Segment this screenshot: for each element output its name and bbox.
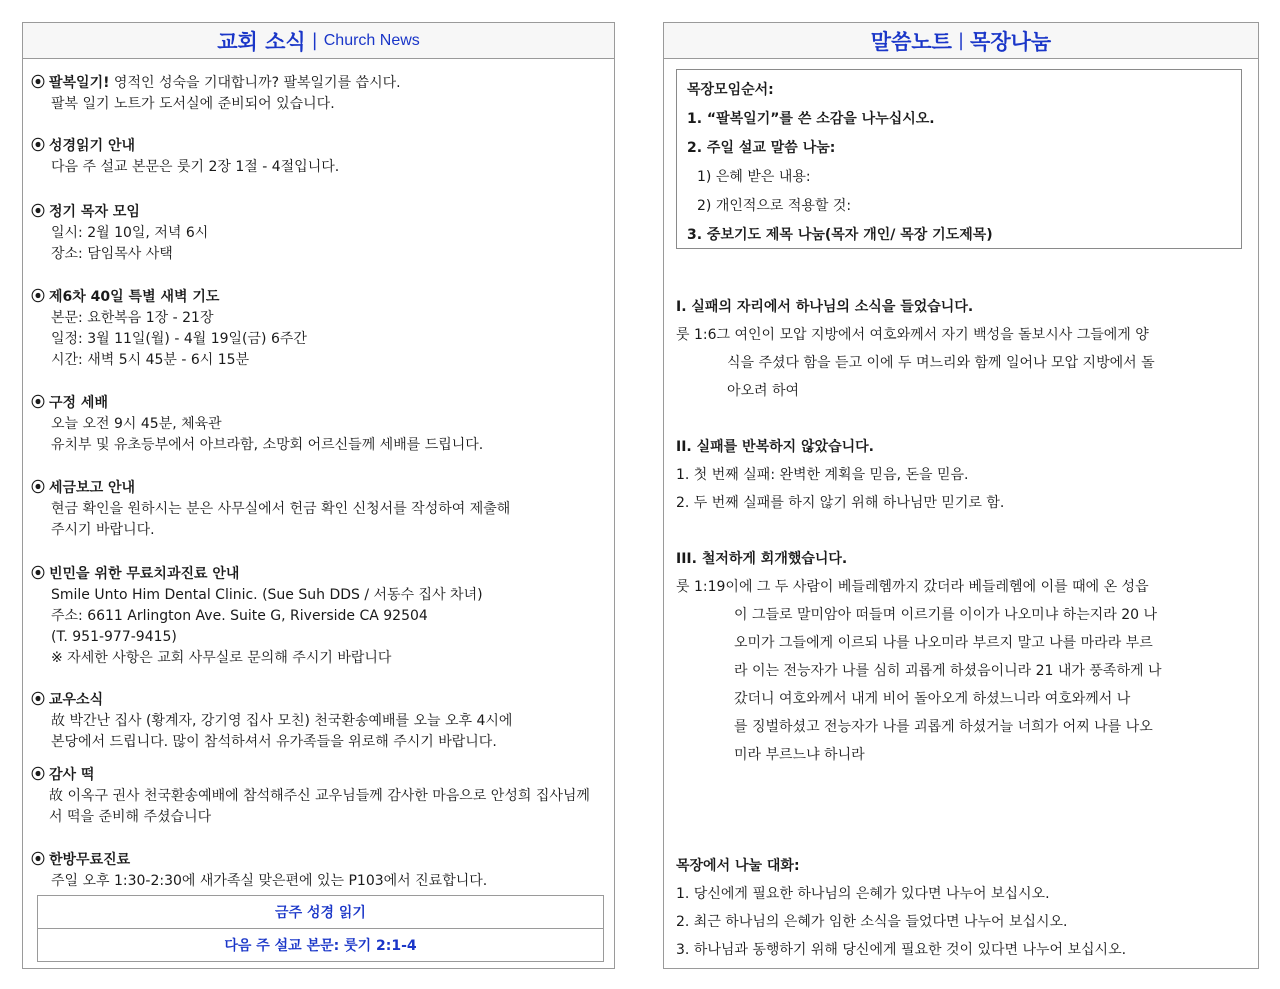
verse-text: 오미가 그들에게 이르되 나를 나오미라 부르지 말고 나를 마라라 부르 — [734, 635, 1153, 651]
meeting-order-substep: 1) 은혜 받은 내용: — [697, 169, 811, 185]
news-item-line: 시간: 새벽 5시 45분 - 6시 15분 — [51, 352, 250, 368]
news-item-title: 성경읽기 안내 — [49, 138, 136, 154]
scripture-verse — [676, 321, 1248, 349]
news-item-line: 주시기 바랍니다. — [51, 522, 155, 538]
news-item-title: 한방무료진료 — [49, 852, 131, 868]
news-item-title: 제6차 40일 특별 새벽 기도 — [49, 289, 220, 305]
news-item-beatitude-diary — [31, 73, 606, 115]
section-title: I. 실패의 자리에서 하나님의 소식을 들었습니다. — [676, 299, 974, 315]
meeting-order-step: 1. “팔복일기”를 쓴 소감을 나누십시오. — [687, 111, 935, 127]
news-item-line: 오늘 오전 9시 45분, 체육관 — [51, 416, 222, 432]
section-title: 목장에서 나눌 대화: — [676, 858, 800, 874]
discussion-question: 3. 하나님과 동행하기 위해 당신에게 필요한 것이 있다면 나누어 보십시오. — [676, 942, 1127, 958]
news-item-title: 감사 떡 — [49, 767, 95, 783]
church-news-panel — [22, 22, 615, 969]
reading-box-title: 금주 성경 읽기 — [275, 905, 366, 921]
sermon-section-1 — [676, 293, 1248, 405]
bullet-icon: ⦿ — [31, 480, 45, 496]
bullet-icon: ⦿ — [31, 566, 45, 582]
news-item-tax-report — [31, 478, 606, 541]
church-news-title: 교회 소식 — [217, 29, 306, 54]
news-item-line: ※ 자세한 사항은 교회 사무실로 문의해 주시기 바랍니다 — [51, 650, 392, 666]
news-item-member-news — [31, 690, 606, 753]
section-title: III. 철저하게 회개했습니다. — [676, 551, 848, 567]
meeting-order-substep: 2) 개인적으로 적용할 것: — [697, 198, 852, 214]
meeting-order-step: 3. 중보기도 제목 나눔(목자 개인/ 목장 기도제목) — [687, 227, 993, 243]
sermon-section-2 — [676, 433, 1248, 517]
header-separator: | — [311, 30, 318, 51]
small-group-title: 목장나눔 — [970, 29, 1052, 54]
news-item-bible-reading — [31, 136, 606, 178]
news-item-line: 서 떡을 준비해 주셨습니다 — [49, 809, 212, 825]
bullet-icon: ⦿ — [31, 767, 45, 783]
news-item-line: 故 이옥구 권사 천국환송예배에 참석해주신 교우님들께 감사한 마음으로 안성희 집사님께 — [49, 788, 590, 804]
news-item-title: 교우소식 — [49, 692, 104, 708]
next-sermon-text: 다음 주 설교 본문: 룻기 2:1-4 — [38, 928, 603, 961]
news-item-line: 故 박간난 집사 (황계자, 강기영 집사 모친) 천국환송예배를 오늘 오후 4시에 — [51, 713, 513, 729]
sermon-section-3 — [676, 545, 1248, 769]
news-item-title: 팔복일기! — [49, 75, 110, 91]
news-item-oriental-clinic — [31, 850, 606, 892]
sermon-note-panel — [663, 22, 1259, 969]
verse-text: 라 이는 전능자가 나를 심히 괴롭게 하셨음이니라 21 내가 풍족하게 나 — [734, 663, 1162, 679]
discussion-question: 2. 최근 하나님의 은혜가 임한 소식을 들었다면 나누어 보십시오. — [676, 914, 1068, 930]
section-title: II. 실패를 반복하지 않았습니다. — [676, 439, 874, 455]
news-item-line: 일정: 3월 11일(월) - 4월 19일(금) 6주간 — [51, 331, 307, 347]
bullet-icon: ⦿ — [31, 395, 45, 411]
bullet-icon: ⦿ — [31, 75, 45, 91]
verse-text: 식을 주셨다 함을 듣고 이에 두 며느리와 함께 일어나 모압 지방에서 돌 — [727, 355, 1155, 371]
news-item-title: 세금보고 안내 — [49, 480, 136, 496]
bible-reading-box — [37, 895, 604, 962]
meeting-order-step: 2. 주일 설교 말씀 나눔: — [687, 140, 836, 156]
news-item-dawn-prayer — [31, 287, 606, 371]
news-item-shepherd-meeting — [31, 202, 606, 265]
news-item-line: 현금 확인을 원하시는 분은 사무실에서 헌금 확인 신청서를 작성하여 제출해 — [51, 501, 511, 517]
section-point: 1. 첫 번째 실패: 완벽한 계획을 믿음, 돈을 믿음. — [676, 467, 969, 483]
news-item-line: 주일 오후 1:30-2:30에 새가족실 맞은편에 있는 P103에서 진료합니다. — [51, 873, 488, 889]
verse-reference: 룻 1:19 — [676, 579, 726, 595]
church-news-header — [23, 23, 614, 59]
news-item-line: Smile Unto Him Dental Clinic. (Sue Suh DDS / 서동수 집사 차녀) — [51, 587, 483, 603]
scripture-verse — [676, 573, 1248, 601]
news-item-line: 팔복 일기 노트가 도서실에 준비되어 있습니다. — [51, 96, 335, 112]
verse-text: 그 여인이 모압 지방에서 여호와께서 자기 백성을 돌보시사 그들에게 양 — [716, 327, 1149, 343]
meeting-order-title: 목장모임순서: — [687, 82, 774, 98]
bullet-icon: ⦿ — [31, 852, 45, 868]
section-point: 2. 두 번째 실패를 하지 않기 위해 하나님만 믿기로 함. — [676, 495, 1005, 511]
verse-text: 갔더니 여호와께서 내게 비어 돌아오게 하셨느니라 여호와께서 나 — [734, 691, 1131, 707]
news-item-line: 본당에서 드립니다. 많이 참석하셔서 유가족들을 위로해 주시기 바랍니다. — [51, 734, 497, 750]
verse-text: 이 그들로 말미암아 떠들며 이르기를 이이가 나오미냐 하는지라 20 나 — [734, 607, 1158, 623]
news-item-line: (T. 951-977-9415) — [51, 629, 177, 645]
discussion-question: 1. 당신에게 필요한 하나님의 은혜가 있다면 나누어 보십시오. — [676, 886, 1050, 902]
news-item-line: 본문: 요한복음 1장 - 21장 — [51, 310, 214, 326]
news-item-title-tail: 영적인 성숙을 기대합니까? 팔복일기를 씁시다. — [109, 75, 401, 91]
header-separator: | — [957, 30, 965, 51]
bullet-icon: ⦿ — [31, 138, 45, 154]
verse-text: 아오려 하여 — [727, 383, 800, 399]
bullet-icon: ⦿ — [31, 289, 45, 305]
church-news-subtitle: Church News — [323, 31, 420, 49]
news-item-new-year-bow — [31, 393, 606, 456]
news-item-dental-clinic — [31, 564, 606, 669]
verse-reference: 룻 1:6 — [676, 327, 717, 343]
news-item-thanks-rice-cake — [31, 765, 606, 828]
news-item-line: 다음 주 설교 본문은 룻기 2장 1절 - 4절입니다. — [51, 159, 340, 175]
meeting-order-box — [676, 69, 1242, 249]
news-item-title: 빈민을 위한 무료치과진료 안내 — [49, 566, 240, 582]
news-item-line: 주소: 6611 Arlington Ave. Suite G, Riverside CA 92504 — [51, 608, 428, 624]
news-item-line: 유치부 및 유초등부에서 아브라함, 소망회 어르신들께 세배를 드립니다. — [51, 437, 484, 453]
sermon-note-title: 말씀노트 — [870, 29, 952, 54]
sermon-note-header — [664, 23, 1258, 59]
discussion-section — [676, 852, 1248, 964]
verse-text: 를 징벌하셨고 전능자가 나를 괴롭게 하셨거늘 너희가 어찌 나를 나오 — [734, 719, 1153, 735]
verse-text: 이에 그 두 사람이 베들레헴까지 갔더라 베들레헴에 이를 때에 온 성읍 — [725, 579, 1149, 595]
bullet-icon: ⦿ — [31, 692, 45, 708]
news-item-line: 장소: 담임목사 사택 — [51, 246, 173, 262]
verse-text: 미라 부르느냐 하니라 — [734, 747, 865, 763]
news-item-line: 일시: 2월 10일, 저녁 6시 — [51, 225, 209, 241]
news-item-title: 구정 세배 — [49, 395, 108, 411]
bullet-icon: ⦿ — [31, 204, 45, 220]
news-item-title: 정기 목자 모임 — [49, 204, 140, 220]
